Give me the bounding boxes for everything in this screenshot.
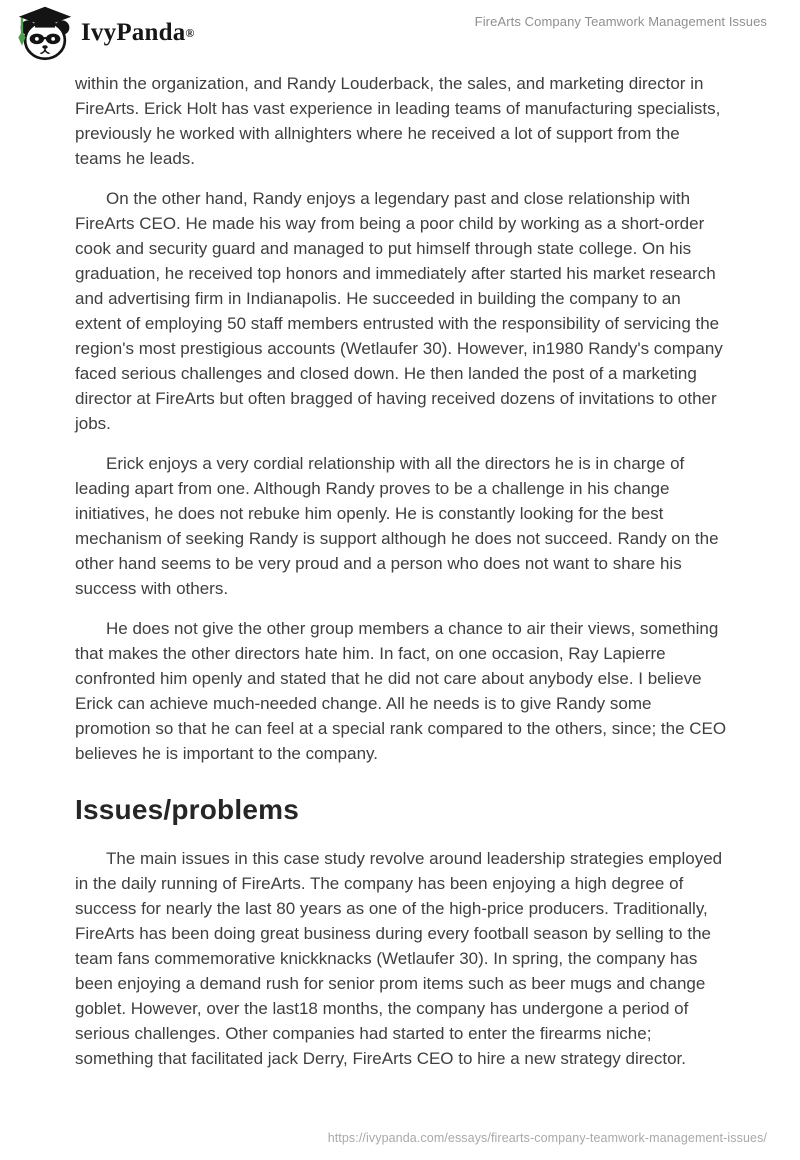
- ivypanda-logo: [16, 5, 194, 61]
- essay-body: [75, 66, 727, 1071]
- page-footer: [328, 1129, 767, 1147]
- paragraph: On the other hand, Randy enjoys a legendary past and close relationship with FireArts CEO. He made his way from being a poor child by working as a short-order cook and security guard and managed to put himself through state college. On his graduation, he received top honors and immediately after started his market research and advertising firm in Indianapolis. He succeeded in building the company to an extent of employing 50 staff members entrusted with the responsibility of servicing the region's most prestigious accounts (Wetlaufer 30). However, in1980 Randy's company faced serious challenges and closed down. He then landed the post of a marketing director at FireArts but often bragged of having received dozens of invitations to other jobs.: [75, 189, 723, 433]
- paragraph: He does not give the other group members a chance to air their views, something that makes the other directors hate him. In fact, on one occasion, Ray Lapierre confronted him openly and stated that he did not care about anybody else. I believe Erick can achieve much-needed change. All he needs is to give Randy some promotion so that he can feel at a special rank compared to the others, since; the CEO believes he is important to the company.: [75, 619, 727, 763]
- paragraph: The main issues in this case study revolve around leadership strategies employed in the daily running of FireArts. The company has been enjoying a high degree of success for nearly the last 80 years as one of the high-price producers. Traditionally, FireArts has been doing great business during every football season by selling to the team fans commemorative knickknacks (Wetlaufer 30). In spring, the company has been enjoying a demand rush for senior prom items such as beer mugs and change goblet. However, over the last18 months, the company has undergone a period of serious challenges. Other companies had started to enter the firearms niche; something that facilitated jack Derry, FireArts CEO to hire a new strategy director.: [75, 849, 723, 1068]
- section-heading: Issues/problems: [75, 794, 299, 825]
- page-header: [0, 0, 800, 66]
- registered-mark: ®: [185, 26, 195, 40]
- logo-wordmark: IvyPanda: [81, 19, 186, 46]
- panda-graduate-icon: [16, 5, 74, 61]
- source-url: https://ivypanda.com/essays/firearts-company-teamwork-management-issues/: [327, 1131, 767, 1145]
- paragraph-continuation: within the organization, and Randy Louderback, the sales, and marketing director in FireArts. Erick Holt has vast experience in leading teams of manufacturing specialists, previously he worked with allnighters where he received a lot of support from the teams he leads.: [75, 74, 721, 168]
- paragraph: Erick enjoys a very cordial relationship with all the directors he is in charge of leading apart from one. Although Randy proves to be a challenge in his change initiatives, he does not rebuke him openly. He is constantly looking for the best mechanism of seeking Randy is support although he does not succeed. Randy on the other hand seems to be very proud and a person who does not want to share his success with others.: [75, 454, 719, 598]
- document-title: FireArts Company Teamwork Management Issues: [474, 14, 767, 29]
